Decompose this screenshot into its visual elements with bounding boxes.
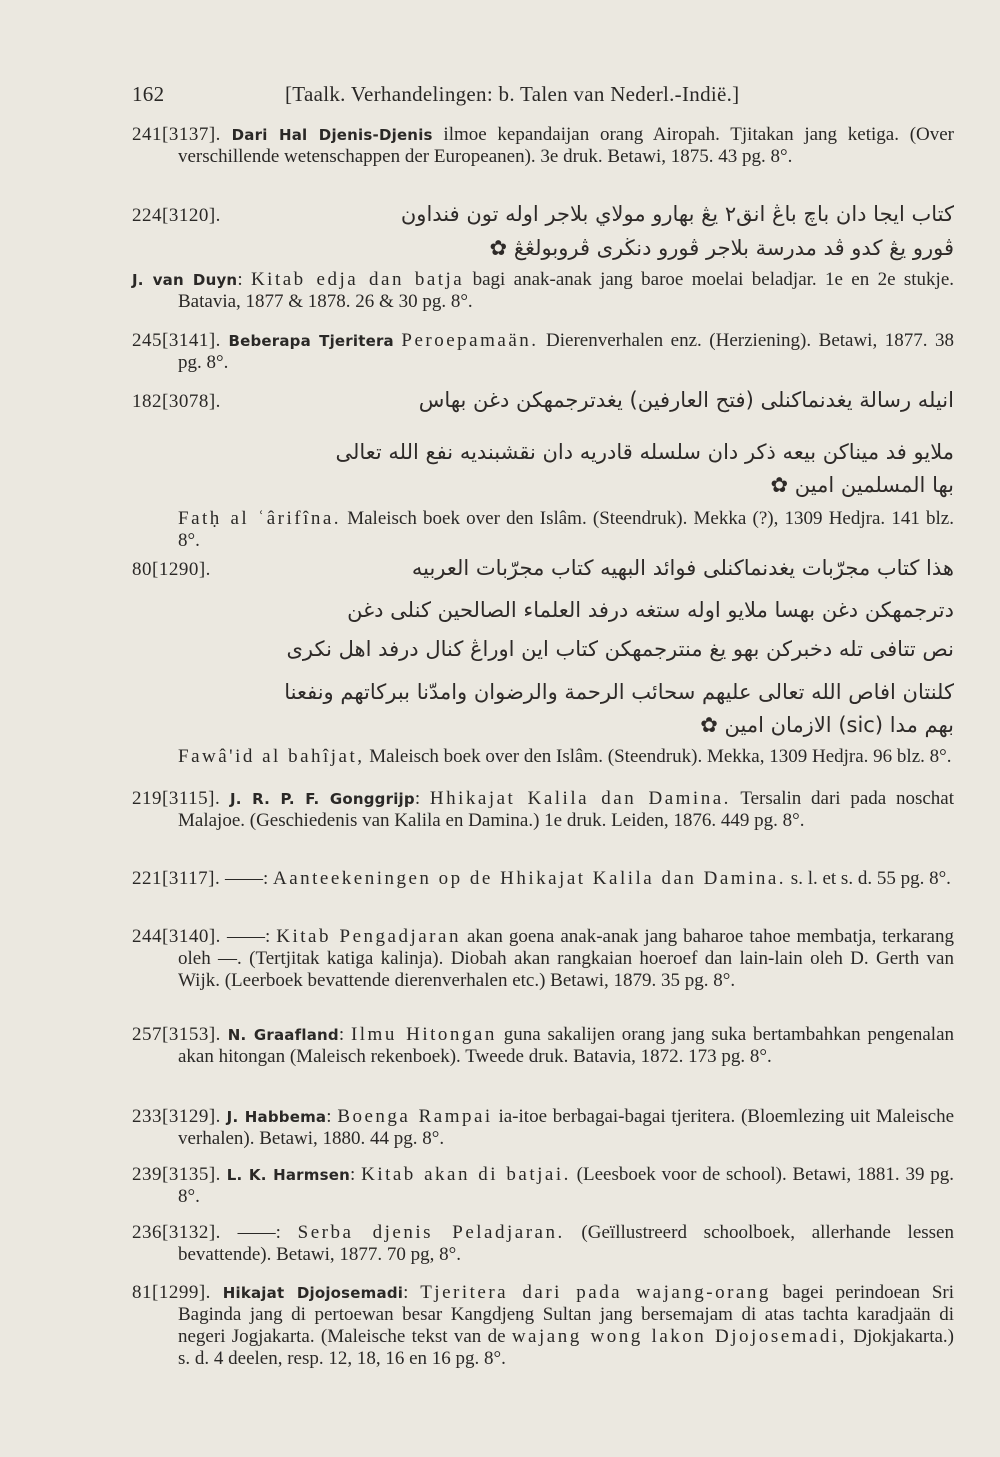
arabic-text: نص تتافى تله دخبركن بهو يغ منترجمهكن كتاب اين اوراڠ كنال درفد اهل نكرى <box>286 637 954 661</box>
entry-title-spaced: Peroepamaän. <box>401 330 539 351</box>
entry-number: 245[3141]. <box>132 330 221 351</box>
entry-number: 80[1290]. <box>132 559 211 580</box>
entry-182 <box>132 384 954 552</box>
arabic-text: بهم مدا (sic) الازمان امين ✿ <box>700 713 954 737</box>
arabic-title-line <box>132 384 954 418</box>
entry-title-spaced: Tjeritera dari pada wajang-orang <box>420 1282 771 1303</box>
entry-257: 257[3153]. N. Graafland: Ilmu Hitongan guna sakalijen orang jang suka bertambahkan pengenalan akan hitongan (Maleisch rekenboek). Tweede druk. Batavia, 1872. 173 pg. 8°. <box>132 1024 955 1067</box>
entry-224: كتاب ايجا دان باچ باڠ انق٢ يڠ بهارو مولاي بلاجر اوله تون فنداون 224[3120]. ڤورو يڠ كدو ڤد مدرسة بلاجر ڤورو دنڬرى ڤروبولڠڠ ✿ J. van Duyn: Kitab edja dan batja bagi anak-anak jang baroe moelai beladjar. 1e en 2e stukje. Batavia, 1877 & 1878. 26 & 30 pg. 8°. <box>132 198 954 313</box>
entry-text: ia-itoe berbagai-bagai tjeritera. (Bloemlezing uit Maleische verhalen). Betawi, 1880. 44 pg. 8°. <box>178 1106 955 1149</box>
entry-number: 244[3140]. <box>132 926 221 947</box>
entry-author: N. Graafland <box>227 1026 339 1044</box>
entry-number: 257[3153]. <box>132 1024 221 1045</box>
arabic-text: بها المسلمين امين ✿ <box>770 473 954 497</box>
arabic-title-line <box>132 552 954 586</box>
page-number: 162 <box>132 82 165 106</box>
entry-221: 221[3117]. ——: Aanteekeningen op de Hhikajat Kalila dan Damina. s. l. et s. d. 55 pg. 8°. <box>132 868 951 889</box>
entry-author: J. van Duyn <box>132 271 238 289</box>
entry-title: Fawâ'id al bahîjat, <box>178 746 365 767</box>
entry-number: 236[3132]. <box>132 1222 221 1243</box>
entry-number: 219[3115]. <box>132 788 221 809</box>
entry-author: —— <box>237 1222 276 1243</box>
entry-title: Serba djenis Peladjaran. <box>297 1222 565 1243</box>
entry-text: (Geïllustreerd schoolboek, allerhande lessen bevattende). Betawi, 1877. 70 pg, 8°. <box>178 1222 954 1265</box>
arabic-text: دترجمهكن دغن بهسا ملايو اوله ستغه درفد العلماء الصالحين كنلى دغن <box>347 598 954 622</box>
entry-title-spaced-2: wajang wong lakon Djojosemadi, <box>511 1326 847 1347</box>
entry-title: Hikajat Djojosemadi <box>222 1284 404 1302</box>
entry-245 <box>132 330 954 374</box>
entry-239: 239[3135]. L. K. Harmsen: Kitab akan di batjai. (Leesboek voor de school). Betawi, 1881. 39 pg. 8°. <box>132 1164 955 1207</box>
entry-text: ilmoe kepandaijan orang Airopah. Tjitakan jang ketiga. (Over verschillende wetenschappen der Europeanen). 3e druk. Betawi, 1875. 43 pg. 8°. <box>178 124 955 167</box>
entry-number: 182[3078]. <box>132 391 221 412</box>
arabic-text: كتاب ايجا دان باچ باڠ انق٢ يڠ بهارو مولاي بلاجر اوله تون فنداون <box>400 202 954 226</box>
entry-title: Fatḥ al ʿârifîna. <box>178 508 342 529</box>
entry-219: 219[3115]. J. R. P. F. Gonggrijp: Hhikajat Kalila dan Damina. Tersalin dari pada noschat Malajoe. (Geschiedenis van Kalila en Damina.) 1e druk. Leiden, 1876. 449 pg. 8°. <box>132 788 955 831</box>
entry-title: Kitab edja dan batja <box>250 269 465 290</box>
entry-text: guna sakalijen orang jang suka bertambahkan pengenalan akan hitongan (Maleisch rekenboek). Tweede druk. Batavia, 1872. 173 pg. 8°. <box>178 1024 955 1067</box>
entry-number: 241[3137]. <box>132 124 221 145</box>
entry-text: akan goena anak-anak jang baharoe tahoe membatja, terkarang oleh —. (Tertjitak katiga kalinja). Diobah akan rangkaian hoeroef dan lain-lain oleh D. Gerth van Wijk. (Leerboek bevattende dierenverhalen etc.) Betawi, 1879. 35 pg. 8°. <box>178 926 954 991</box>
entry-title: Hhikajat Kalila dan Damina. <box>429 788 731 809</box>
entry-80 <box>132 552 954 768</box>
entry-text: bagei perindoean Sri Baginda jang di pertoewan besar Kangdjeng Sultan jang bersemajam di atas tachta karadjaän di negeri Jogjakarta. (Maleische tekst van de <box>178 1282 955 1347</box>
arabic-text: ملايو فد ميناكن بيعه ذكر دان سلسله قادريه دان نقشبنديه نفع الله تعالى <box>335 440 954 464</box>
entry-author: —— <box>224 868 263 889</box>
arabic-text: كلنتان افاص الله تعالى عليهم سحائب الرحمة والرضوان وامدّنا ببركاتهم ونفعنا <box>284 680 954 704</box>
entry-title: Boenga Rampai <box>337 1106 493 1127</box>
entry-241 <box>132 124 954 168</box>
entry-236: 236[3132]. ——: Serba djenis Peladjaran. (Geïllustreerd schoolboek, allerhande lessen bevattende). Betawi, 1877. 70 pg, 8°. <box>132 1222 954 1265</box>
entry-text: (Leesboek voor de school). Betawi, 1881. 39 pg. 8°. <box>178 1164 955 1207</box>
entry-author: L. K. Harmsen <box>226 1166 350 1184</box>
entry-author: J. Habbema <box>226 1108 327 1126</box>
entry-number: 239[3135]. <box>132 1164 221 1185</box>
entry-text: Maleisch boek over den Islâm. (Steendruk). Mekka, 1309 Hedjra. 96 blz. 8°. <box>364 746 952 767</box>
entry-title: Kitab Pengadjaran <box>276 926 461 947</box>
entry-text: Maleisch boek over den Islâm. (Steendruk). Mekka (?), 1309 Hedjra. 141 blz. 8°. <box>178 508 954 551</box>
entry-title: Aanteekeningen op de Hhikajat Kalila dan Damina. <box>272 868 787 889</box>
entry-text: bagi anak-anak jang baroe moelai beladjar. 1e en 2e stukje. Batavia, 1877 & 1878. 26 & 30 pg. 8°. <box>178 269 955 312</box>
running-head: [Taalk. Verhandelingen: b. Talen van Nederl.-Indië.] <box>285 82 740 106</box>
entry-233: 233[3129]. J. Habbema: Boenga Rampai ia-itoe berbagai-bagai tjeritera. (Bloemlezing uit Maleische verhalen). Betawi, 1880. 44 pg. 8°. <box>132 1106 955 1149</box>
arabic-text: هذا كتاب مجرّبات يغدنماكنلى فوائد البهيه كتاب مجرّبات العربيه <box>411 556 954 580</box>
entry-81: 81[1299]. Hikajat Djojosemadi: Tjeritera dari pada wajang-orang bagei perindoean Sri Baginda jang di pertoewan besar Kangdjeng Sultan jang bersemajam di atas tachta karadjaän di negeri Jogjakarta. (Maleische tekst van de wajang wong lakon Djojosemadi, Djokjakarta.) s. d. 4 deelen, resp. 12, 18, 16 en 16 pg. 8°. <box>132 1282 955 1369</box>
entry-text-2: Djokjakarta.) s. d. 4 deelen, resp. 12, 18, 16 en 16 pg. 8°. <box>178 1326 954 1369</box>
arabic-title-line <box>132 198 954 232</box>
page-header <box>132 82 952 112</box>
entry-244: 244[3140]. ——: Kitab Pengadjaran akan goena anak-anak jang baharoe tahoe membatja, terkarang oleh —. (Tertjitak katiga kalinja). Diobah akan rangkaian hoeroef dan lain-lain oleh D. Gerth van Wijk. (Leerboek bevattende dierenverhalen etc.) Betawi, 1879. 35 pg. 8°. <box>132 926 954 991</box>
entry-text: s. l. et s. d. 55 pg. 8°. <box>786 868 951 889</box>
entry-number: 224[3120]. <box>132 205 221 226</box>
entry-title: Ilmu Hitongan <box>350 1024 497 1045</box>
entry-title: Beberapa Tjeritera <box>228 332 394 350</box>
entry-author: —— <box>226 926 265 947</box>
entry-number: 81[1299]. <box>132 1282 211 1303</box>
entry-text: Tersalin dari pada noschat Malajoe. (Geschiedenis van Kalila en Damina.) 1e druk. Leiden, 1876. 449 pg. 8°. <box>178 788 955 831</box>
entry-number: 221[3117]. <box>132 868 221 889</box>
arabic-text: انيله رسالة يغدنماكنلى (فتح العارفين) يغدترجمهكن دغن بهاس <box>418 388 954 412</box>
entry-title: Dari Hal Djenis-Djenis <box>231 126 433 144</box>
entry-author: J. R. P. F. Gonggrijp <box>229 790 415 808</box>
entry-number: 233[3129]. <box>132 1106 221 1127</box>
entry-text: Dierenverhalen enz. (Herziening). Betawi, 1877. 38 pg. 8°. <box>178 330 955 373</box>
entry-title: Kitab akan di batjai. <box>361 1164 571 1185</box>
arabic-text: ڤورو يڠ كدو ڤد مدرسة بلاجر ڤورو دنڬرى ڤروبولڠڠ ✿ <box>489 236 954 260</box>
